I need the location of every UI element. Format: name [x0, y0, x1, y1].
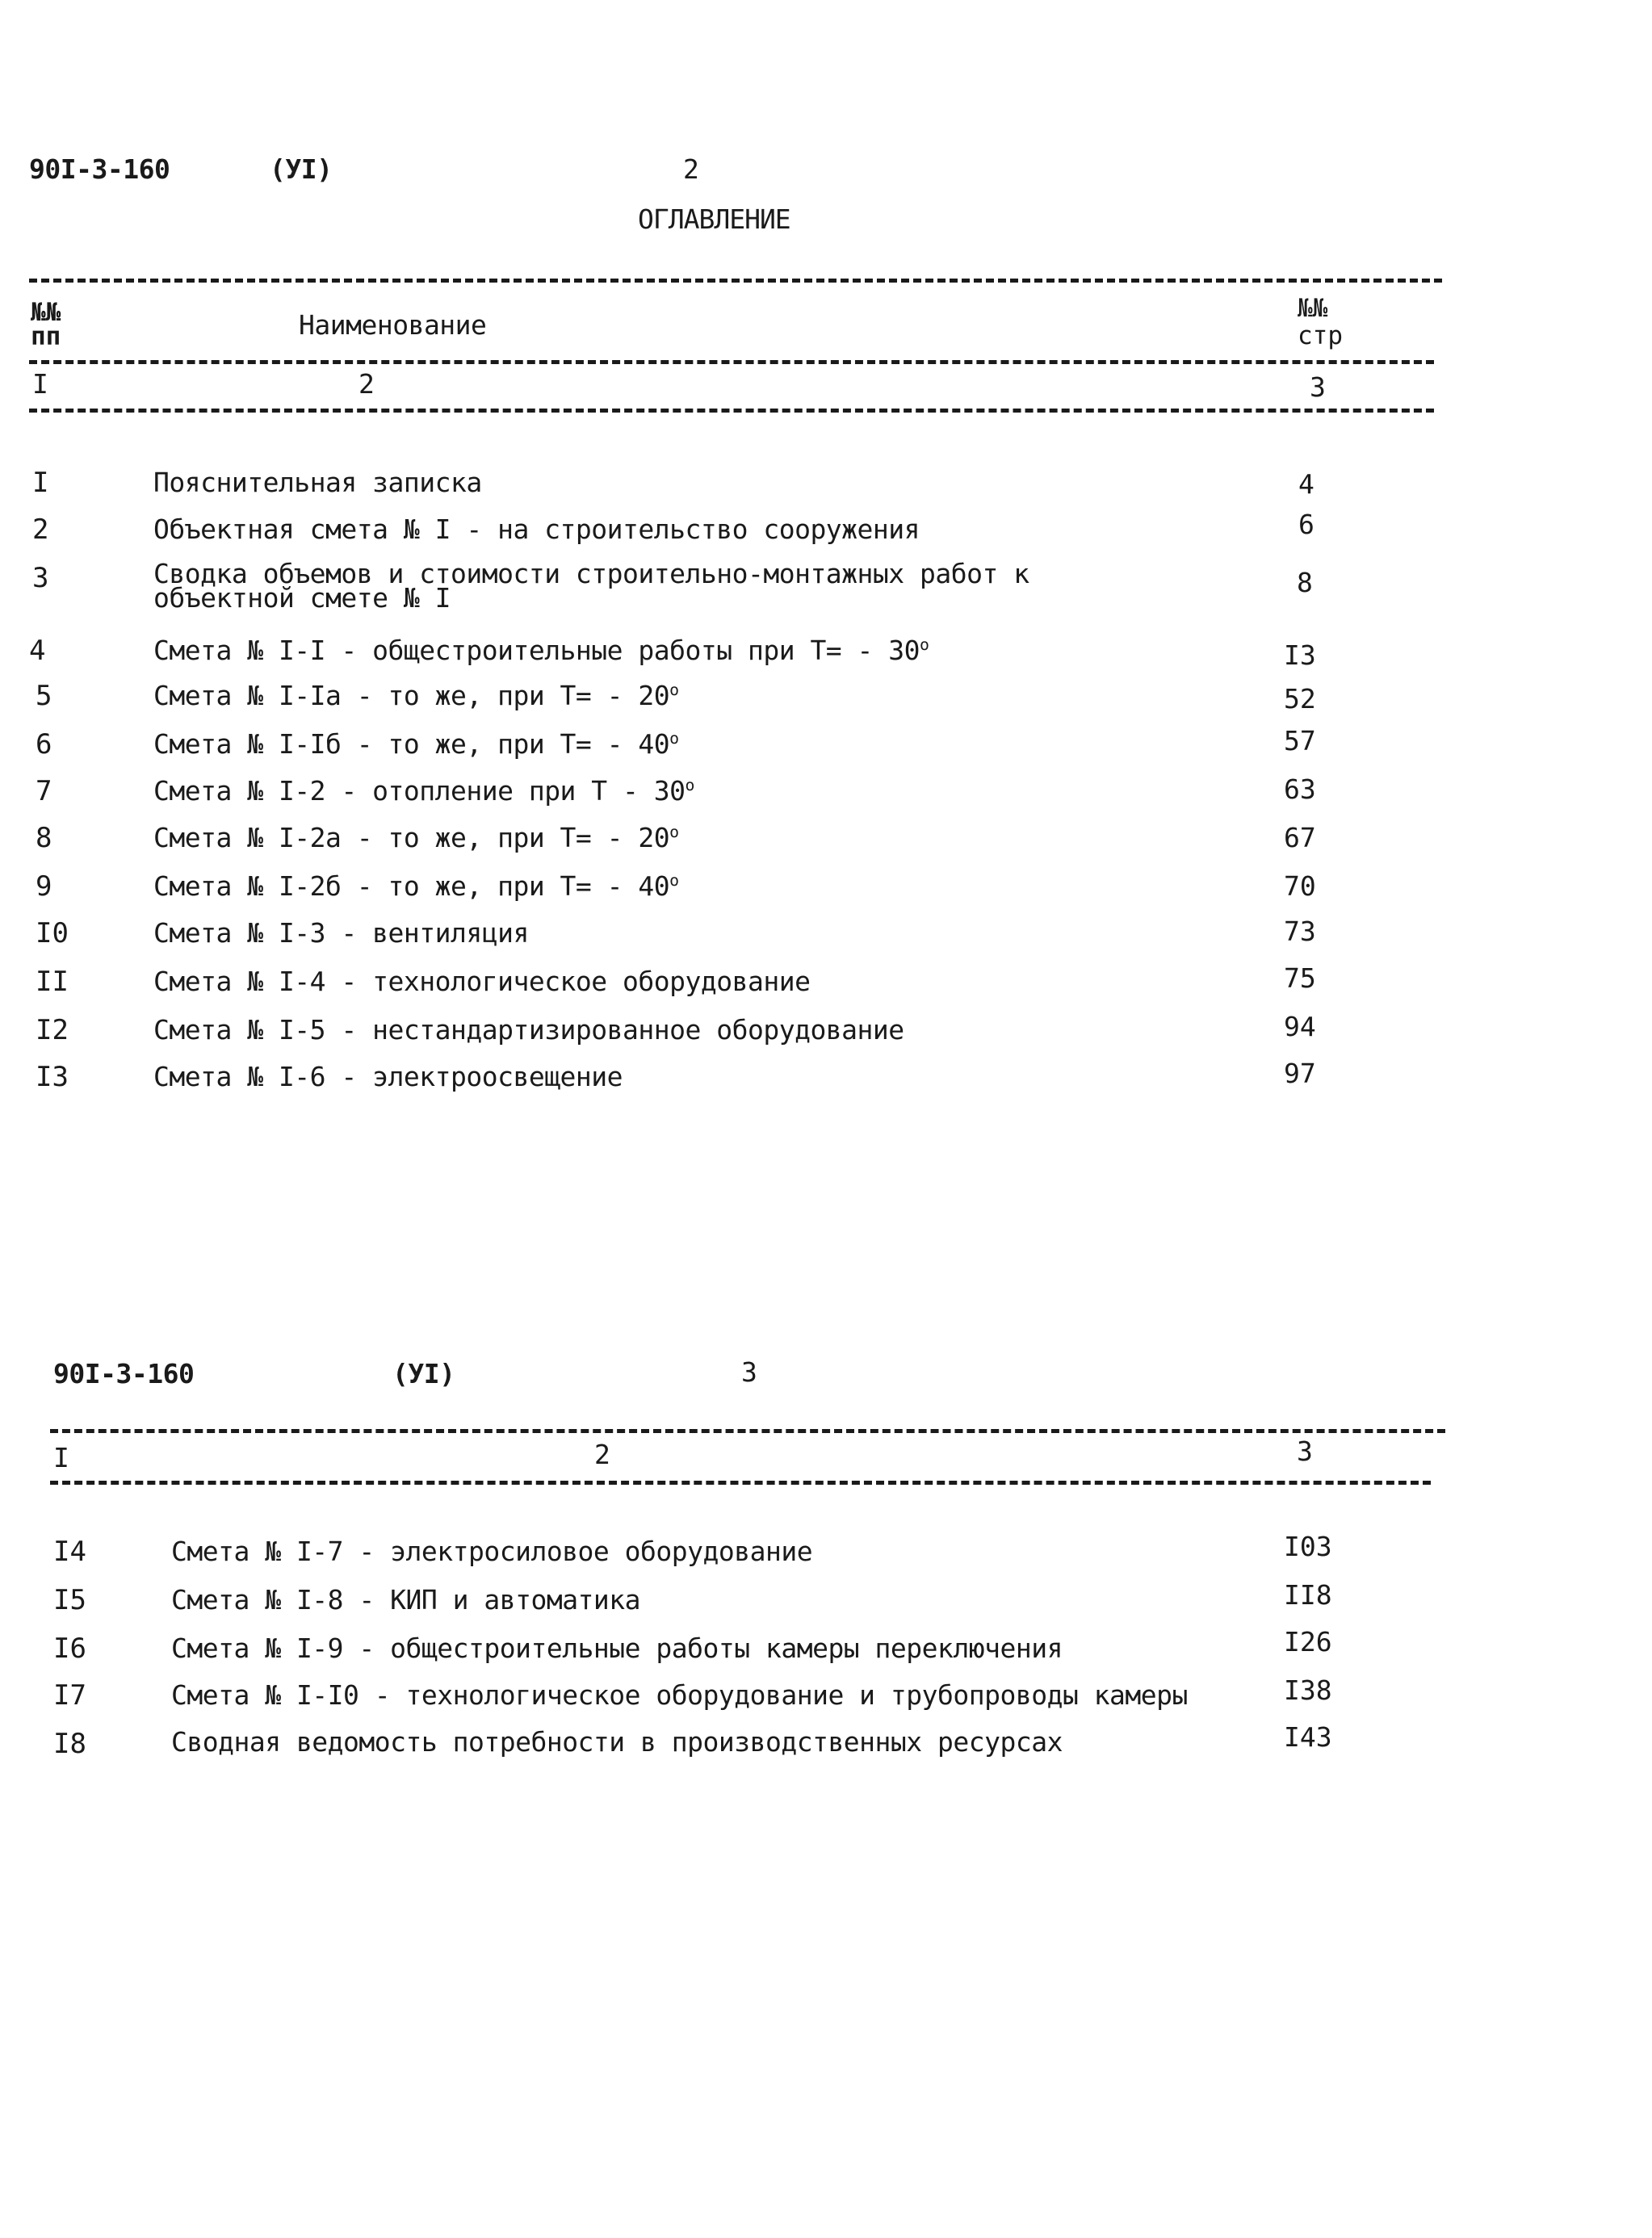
divider	[29, 279, 1442, 283]
item-number: 5	[36, 680, 52, 712]
item-page: 97	[1284, 1058, 1316, 1089]
item-number: 2	[32, 513, 49, 546]
item-page: I03	[1284, 1531, 1332, 1562]
item-number: 3	[32, 562, 49, 594]
item-name: Смета № I-6 - электроосвещение	[153, 1061, 623, 1092]
column-number: I	[53, 1442, 69, 1473]
item-page: 67	[1284, 822, 1316, 853]
item-number: II	[36, 966, 69, 998]
header-page-line2: стр	[1298, 321, 1343, 350]
document-code: 90I-3-160	[53, 1358, 195, 1389]
item-name: Объектная смета № I - на строительство сооружения	[153, 513, 920, 545]
header-num	[31, 300, 61, 349]
item-name: Смета № I-Iб - то же, при $Т= - 40^о$	[153, 728, 679, 760]
item-name: Смета № I-Iа - то же, при $Т= - 20^о$	[153, 680, 679, 711]
page-number: 2	[683, 153, 699, 185]
item-name: Сводная ведомость потребности в производственных ресурсах	[171, 1726, 1063, 1758]
item-number: 4	[29, 635, 46, 667]
item-number: I5	[53, 1584, 86, 1616]
item-name: Смета № I-3 - вентиляция	[153, 917, 529, 949]
column-number: 3	[1297, 1435, 1313, 1467]
item-page: 73	[1284, 916, 1316, 947]
column-number: I	[32, 368, 48, 400]
item-name: Пояснительная записка	[153, 467, 482, 498]
item-number: I3	[36, 1061, 69, 1093]
item-number: 8	[36, 822, 52, 854]
item-page: 52	[1284, 683, 1316, 715]
divider	[29, 360, 1434, 364]
item-name: Смета № I-4 - технологическое оборудование	[153, 966, 811, 997]
item-page: I43	[1284, 1721, 1332, 1753]
item-name: Смета № I-2 - отопление при Т - $30^о$	[153, 775, 694, 807]
item-page: 8	[1297, 567, 1313, 598]
header-name: Наименование	[299, 309, 487, 341]
item-name	[153, 558, 1029, 614]
item-name: Смета № I-2б - то же, при $Т= - 40^о$	[153, 870, 679, 902]
item-page: 63	[1284, 773, 1316, 805]
item-number: I0	[36, 917, 69, 949]
item-number: 7	[36, 775, 52, 807]
item-name: Смета № I-7 - электросиловое оборудование	[171, 1536, 813, 1567]
item-name: Смета № I-9 - общестроительные работы камеры переключения	[171, 1632, 1063, 1664]
document-code: 90I-3-160	[29, 153, 170, 185]
item-number: I6	[53, 1632, 86, 1665]
item-page: 6	[1298, 509, 1314, 540]
page-number: 3	[741, 1356, 757, 1388]
header-num-line1: №№	[31, 298, 61, 327]
item-page: 75	[1284, 962, 1316, 994]
item-name: Смета № I-5 - нестандартизированное оборудование	[153, 1014, 904, 1046]
item-page: 4	[1298, 468, 1314, 500]
header-num-line2: пп	[31, 322, 61, 351]
item-page: 94	[1284, 1011, 1316, 1042]
item-page: 70	[1284, 870, 1316, 902]
item-page: II8	[1284, 1579, 1332, 1611]
section-label: (УI)	[270, 153, 333, 185]
item-page: 57	[1284, 725, 1316, 756]
section-label: (УI)	[392, 1358, 455, 1389]
item-number: 9	[36, 870, 52, 903]
item-name: Смета № I-8 - КИП и автоматика	[171, 1584, 641, 1616]
header-page	[1298, 295, 1343, 350]
item-number: I8	[53, 1728, 86, 1760]
item-name: Смета № I-2а - то же, при $Т= - 20^о$	[153, 822, 679, 853]
item-name: Смета № I-I - общестроительные работы при $Т= - 30^о$	[153, 635, 929, 666]
item-number: I2	[36, 1014, 69, 1046]
divider	[50, 1481, 1431, 1485]
item-number: I	[32, 467, 49, 499]
item-name-line1: Сводка объемов и стоимости строительно-монтажных работ к	[153, 558, 1029, 589]
item-number: I7	[53, 1679, 86, 1712]
item-number: 6	[36, 728, 52, 761]
item-page: I26	[1284, 1626, 1332, 1658]
item-name: Смета № I-I0 - технологическое оборудование и трубопроводы камеры	[171, 1679, 1188, 1711]
header-page-line1: №№	[1298, 294, 1328, 323]
item-number: I4	[53, 1536, 86, 1568]
page-title: ОГЛАВЛЕНИЕ	[638, 203, 790, 235]
divider	[50, 1429, 1445, 1433]
column-number: 2	[594, 1439, 610, 1470]
divider	[29, 409, 1434, 413]
item-page: I3	[1284, 639, 1316, 671]
column-number: 3	[1310, 371, 1326, 403]
item-page: I38	[1284, 1674, 1332, 1706]
column-number: 2	[358, 368, 375, 400]
item-name-line2: объектной смете № I	[153, 582, 451, 614]
